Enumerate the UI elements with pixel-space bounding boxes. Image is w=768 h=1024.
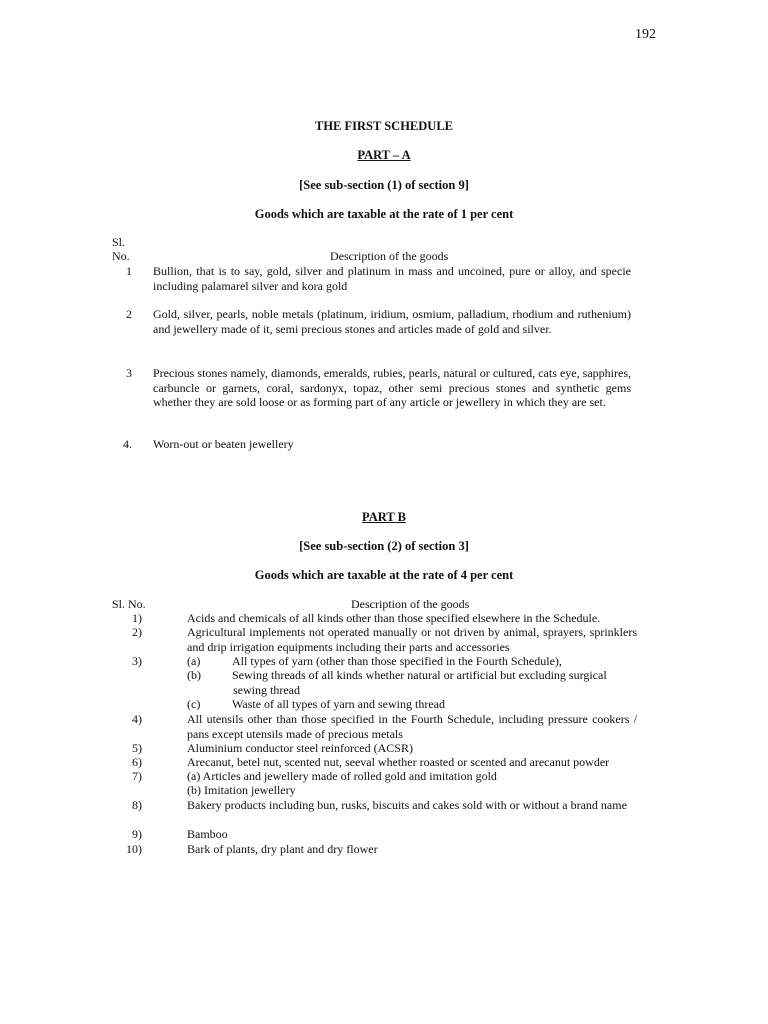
part-a-item-number: 2 [126, 307, 132, 321]
part-b-item-text: Arecanut, betel nut, scented nut, seeval whether roasted or scented and arecanut powder [187, 755, 610, 769]
part-a-item-text: Bullion, that is to say, gold, silver and platinum in mass and uncoined, pure or alloy, and specie including palamarel silver and kora gold [153, 264, 631, 293]
part-b-item-text: Acids and chemicals of all kinds other than those specified elsewhere in the Schedule. [187, 611, 601, 625]
part-b-title: PART B [362, 510, 406, 524]
part-b-item-text: (b) Imitation jewellery [187, 783, 296, 797]
page-number: 192 [635, 27, 656, 42]
part-b-item-number: 6) [132, 755, 142, 769]
part-b-item-number: 5) [132, 741, 142, 755]
part-b-item-number: 2) [132, 625, 142, 639]
part-a-col-description: Description of the goods [330, 249, 449, 263]
part-b-item-text: (a) Articles and jewellery made of rolled gold and imitation gold [187, 769, 497, 783]
part-a-item-number: 3 [126, 366, 132, 380]
subitem-text: All types of yarn (other than those specified in the Fourth Schedule), [232, 654, 562, 668]
part-b-subitem-continuation: sewing thread [233, 683, 300, 697]
part-a-item-number: 4. [123, 437, 132, 451]
subitem-text: Sewing threads of all kinds whether natural or artificial but excluding surgical [232, 668, 607, 682]
part-b-col-description: Description of the goods [351, 597, 470, 611]
subitem-label: (b) [187, 668, 201, 682]
part-b-subitem [187, 697, 637, 712]
part-b-subitem [187, 654, 637, 669]
part-b-item-text: Bark of plants, dry plant and dry flower [187, 842, 378, 856]
part-b-item-number: 1) [132, 611, 142, 625]
part-b-item-number: 8) [132, 798, 142, 812]
part-b-subtitle: Goods which are taxable at the rate of 4 per cent [254, 568, 514, 582]
part-b-item-number: 7) [132, 769, 142, 783]
part-b-item-number: 3) [132, 654, 142, 668]
part-b-col-sl: Sl. No. [112, 597, 146, 611]
part-a-col-sl-2: No. [112, 249, 130, 263]
part-a-item-text: Worn-out or beaten jewellery [153, 437, 294, 451]
part-b-item-text: Bamboo [187, 827, 228, 841]
part-b-reference: [See sub-section (2) of section 3] [299, 539, 469, 553]
part-b-item-text: All utensils other than those specified in the Fourth Schedule, including pressure cookers / pans except utensils made of precious metals [187, 712, 637, 741]
part-b-item-number: 10) [126, 842, 142, 856]
part-a-reference: [See sub-section (1) of section 9] [299, 178, 469, 192]
part-b-item-text: Aluminium conductor steel reinforced (ACSR) [187, 741, 413, 755]
part-b-item-text: Bakery products including bun, rusks, biscuits and cakes sold with or without a brand name [187, 798, 627, 812]
subitem-label: (c) [187, 697, 201, 711]
part-a-title: PART – A [357, 148, 411, 162]
part-a-item-text: Precious stones namely, diamonds, emeralds, rubies, pearls, natural or cultured, cats eye, sapphires, carbuncle or garnets, coral, sardonyx, topaz, other semi precious stones and synthetic gems whether they are sold loose or as forming part of any article or jewellery in which they are set. [153, 366, 631, 409]
schedule-title: THE FIRST SCHEDULE [314, 119, 453, 133]
part-b-item-number: 9) [132, 827, 142, 841]
part-a-subtitle: Goods which are taxable at the rate of 1 per cent [254, 207, 514, 221]
part-b-item-text: Agricultural implements not operated manually or not driven by animal, sprayers, sprinklers and drip irrigation equipments including their parts and accessories [187, 625, 637, 654]
part-b-item-number: 4) [132, 712, 142, 726]
part-a-item-text: Gold, silver, pearls, noble metals (platinum, iridium, osmium, palladium, rhodium and ruthenium) and jewellery made of it, semi precious stones and articles made of gold and silver. [153, 307, 631, 336]
part-b-subitem [187, 668, 637, 683]
subitem-text: Waste of all types of yarn and sewing thread [232, 697, 445, 711]
part-a-item-number: 1 [126, 264, 132, 278]
subitem-label: (a) [187, 654, 201, 668]
part-a-col-sl-1: Sl. [112, 235, 126, 249]
